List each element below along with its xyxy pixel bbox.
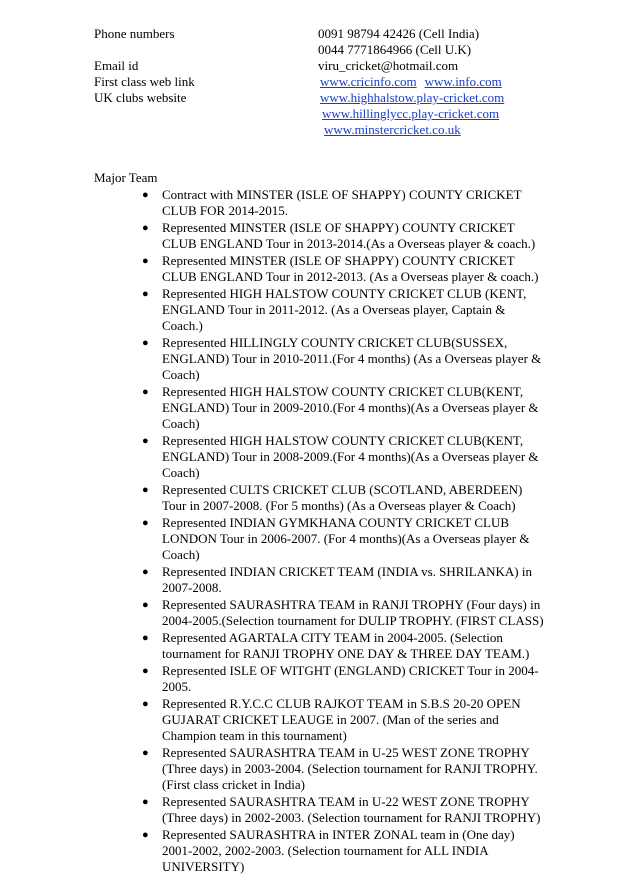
phone-india: 0091 98794 42426 (Cell India) — [318, 26, 480, 41]
bullet-icon: ● — [142, 665, 149, 677]
major-team-section — [94, 170, 544, 876]
phone-uk: 0044 7771864966 (Cell U.K) — [318, 42, 472, 57]
phone-label: Phone numbers — [94, 26, 175, 41]
bullet-icon: ● — [142, 255, 149, 267]
web-label: First class web link — [94, 74, 195, 89]
bullet-icon: ● — [142, 566, 149, 578]
email-row — [94, 58, 534, 74]
list-item: ● Represented INDIAN CRICKET TEAM (INDIA vs. SHRILANKA) in 2007-2008. — [142, 564, 532, 595]
list-item: ● Represented AGARTALA CITY TEAM in 2004-2005. (Selection tournament for RANJI TROPHY ONE DAY & THREE DAY TEAM.) — [142, 630, 530, 661]
list-item: ● Contract with MINSTER (ISLE OF SHAPPY) COUNTY CRICKET CLUB FOR 2014-2015. — [142, 187, 522, 218]
bullet-icon: ● — [142, 222, 149, 234]
list-item: ● Represented CULTS CRICKET CLUB (SCOTLAND, ABERDEEN) Tour in 2007-2008. (For 5 months) (As a Overseas player & Coach) — [142, 482, 523, 513]
list-item: ● Represented MINSTER (ISLE OF SHAPPY) COUNTY CRICKET CLUB ENGLAND Tour in 2013-2014.(As a Overseas player & coach.) — [142, 220, 536, 251]
list-item: ● Represented SAURASHTRA in INTER ZONAL team in (One day) 2001-2002, 2002-2003. (Selection tournament for ALL INDIA UNIVERSITY) — [142, 827, 515, 874]
list-item: ● Represented R.Y.C.C CLUB RAJKOT TEAM in S.B.S 20-20 OPEN GUJARAT CRICKET LEAUGE in 2007. (Man of the series and Champion team in this tournament) — [142, 696, 521, 743]
cricinfo-link[interactable]: www.cricinfo.com — [320, 74, 417, 89]
list-item: ● Represented HIGH HALSTOW COUNTY CRICKET CLUB(KENT, ENGLAND) Tour in 2008-2009.(For 4 months)(As a Overseas player & Coach) — [142, 433, 539, 480]
bullet-icon: ● — [142, 288, 149, 300]
uk-row — [94, 90, 534, 106]
list-item: ● Represented MINSTER (ISLE OF SHAPPY) COUNTY CRICKET CLUB ENGLAND Tour in 2012-2013. (As a Overseas player & coach.) — [142, 253, 539, 284]
phone-uk-row — [94, 42, 534, 58]
bullet-icon: ● — [142, 599, 149, 611]
list-item: ● Represented SAURASHTRA TEAM in RANJI TROPHY (Four days) in 2004-2005.(Selection tournament for DULIP TROPHY. (FIRST CLASS) — [142, 597, 544, 628]
uk-label: UK clubs website — [94, 90, 187, 105]
list-item: ● Represented HIGH HALSTOW COUNTY CRICKET CLUB(KENT, ENGLAND) Tour in 2009-2010.(For 4 months)(As a Overseas player & Coach) — [142, 384, 539, 431]
bullet-icon: ● — [142, 632, 149, 644]
list-item: ● Represented HILLINGLY COUNTY CRICKET CLUB(SUSSEX, ENGLAND) Tour in 2010-2011.(For 4 months) (As a Overseas player & Coach) — [142, 335, 542, 382]
list-item: ● Represented INDIAN GYMKHANA COUNTY CRICKET CLUB LONDON Tour in 2006-2007. (For 4 months)(As a Overseas player & Coach) — [142, 515, 530, 562]
list-item: ● Represented HIGH HALSTOW COUNTY CRICKET CLUB (KENT, ENGLAND Tour in 2011-2012. (As a Overseas player, Captain & Coach.) — [142, 286, 527, 333]
list-item: ● Represented SAURASHTRA TEAM in U-25 WEST ZONE TROPHY (Three days) in 2003-2004. (Selection tournament for RANJI TROPHY. (First class cricket in India) — [142, 745, 538, 792]
bullet-icon: ● — [142, 337, 149, 349]
bullet-icon: ● — [142, 517, 149, 529]
minster-link[interactable]: www.minstercricket.co.uk — [324, 122, 461, 137]
bullet-icon: ● — [142, 435, 149, 447]
bullet-icon: ● — [142, 796, 149, 808]
email-value: viru_cricket@hotmail.com — [318, 58, 459, 73]
uk-row-3 — [94, 122, 534, 138]
highhalstow-link[interactable]: www.highhalstow.play-cricket.com — [320, 90, 505, 105]
bullet-icon: ● — [142, 698, 149, 710]
bullet-icon: ● — [142, 484, 149, 496]
hillingly-link[interactable]: www.hillinglycc.play-cricket.com — [322, 106, 500, 121]
uk-row-2 — [94, 106, 534, 122]
info-link[interactable]: www.info.com — [424, 74, 502, 89]
email-label: Email id — [94, 58, 139, 73]
list-item: ● Represented SAURASHTRA TEAM in U-22 WEST ZONE TROPHY (Three days) in 2002-2003. (Selection tournament for RANJI TROPHY) — [142, 794, 541, 825]
bullet-icon: ● — [142, 189, 149, 201]
list-item: ● Represented ISLE OF WITGHT (ENGLAND) CRICKET Tour in 2004-2005. — [142, 663, 539, 694]
bullet-icon: ● — [142, 747, 149, 759]
section-title: Major Team — [94, 170, 158, 185]
web-row — [94, 74, 534, 90]
bullet-icon: ● — [142, 386, 149, 398]
team-list — [94, 187, 544, 875]
contact-block — [94, 26, 534, 138]
phone-row — [94, 26, 534, 42]
bullet-icon: ● — [142, 829, 149, 841]
